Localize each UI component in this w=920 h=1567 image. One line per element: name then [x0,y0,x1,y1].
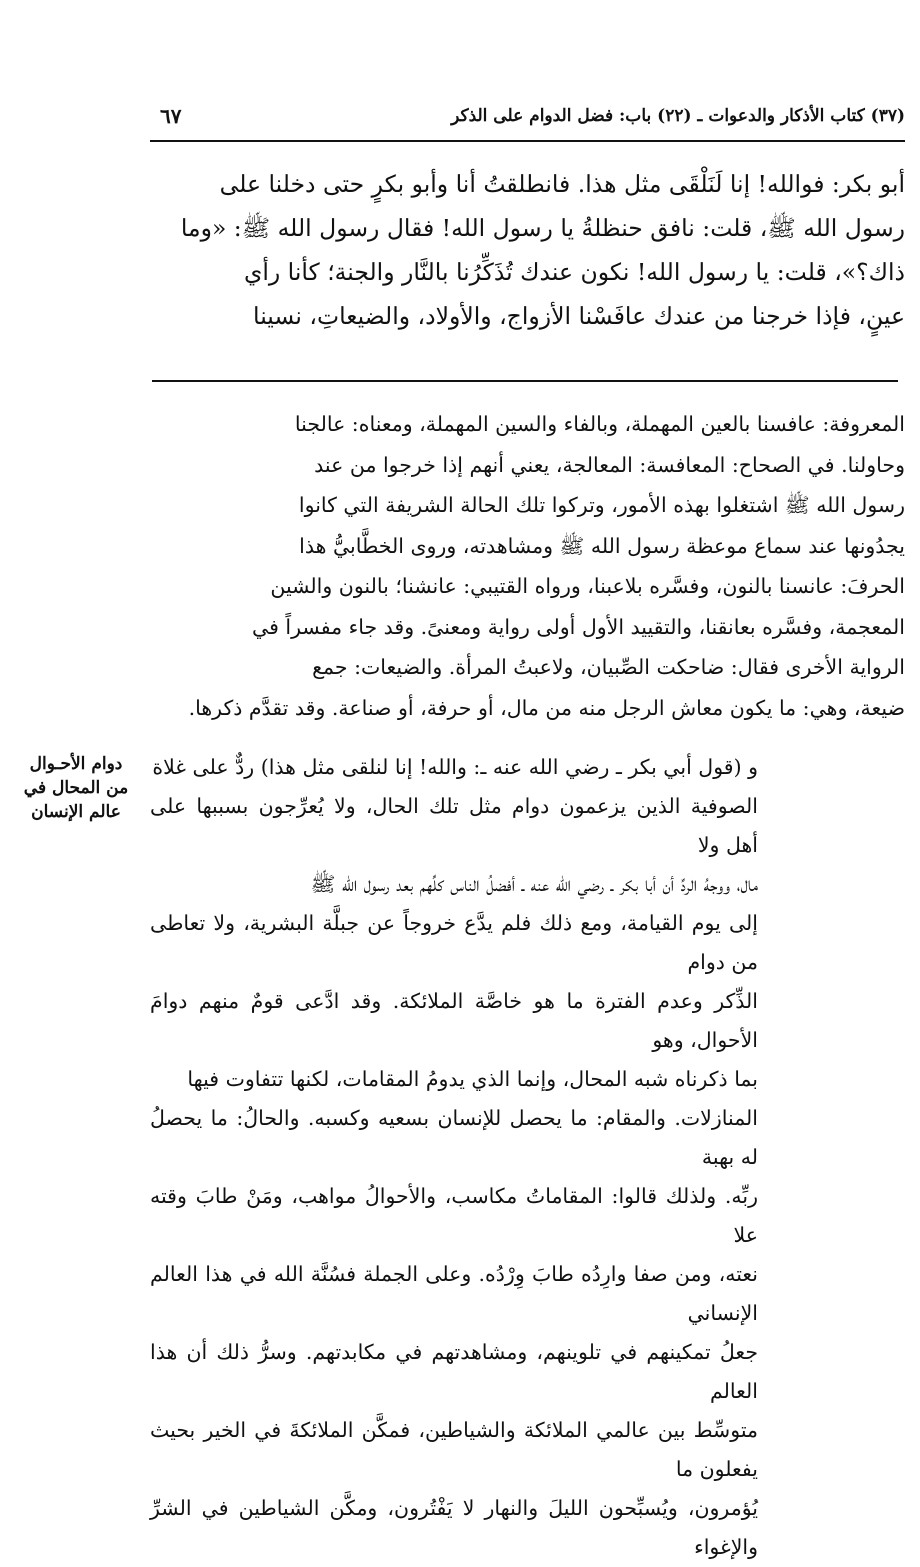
hadith-text: أبو بكر: فوالله! إنا لَنَلْقَى مثل هذا. فانطلقتُ أنا وأبو بكرٍ حتى دخلنا على رسول الله ﷺ، قلت: نافق حنظلةُ يا رسول الله! فقال رسول الله ﷺ: «وما ذاك؟»، قلت: يا رسول الله! نكون عندك تُذَكِّرُنا بالنَّار والجنة؛ كأنا رأي عينٍ، فإذا خرجنا من عندك عافَسْنا الأزواج، والأولاد، والضيعاتِ، نسينا [180,170,905,330]
footnote-divider [152,380,898,382]
page-number: ٦٧ [160,104,182,128]
footnote-text: المعروفة: عافسنا بالعين المهملة، وبالفاء والسين المهملة، ومعناه: عالجنا وحاولنا. في الصحاح: المعافسة: المعالجة، يعني أنهم إذا خرجوا من عند رسول الله ﷺ اشتغلوا بهذه الأمور، وتركوا تلك الحالة الشريفة التي كانوا يجدُونها عند سماع موعظة رسول الله ﷺ ومشاهدته، وروى الخطَّابيُّ هذا الحرفَ: عانسنا بالنون، وفسَّره بلاعبنا، ورواه القتيبي: عانشنا؛ بالنون والشين المعجمة، وفسَّره بعانقنا، والتقييد الأول أولى رواية ومعنىً. وقد جاء مفسراً في الرواية الأخرى فقال: ضاحكت الصِّبيان، ولاعبتُ المرأة. والضيعات: جمع ضيعة، وهي: ما يكون معاش الرجل منه من مال، أو حرفة، أو صناعة. وقد تقدَّم ذكرها. [188,412,905,720]
chapter-title: (٣٧) كتاب الأذكار والدعوات ـ (٢٢) باب: فضل الدوام على الذكر [451,106,905,126]
running-header [150,100,905,142]
margin-heading: دوام الأحـوال من المحال في عالم الإنسان [23,754,129,822]
commentary-text: و (قول أبي بكر ـ رضي الله عنه ـ: والله! إنا لنلقى مثل هذا) ردٌّ على غلاة الصوفية الذين يزعمون دوام مثل تلك الحال، ولا يُعرِّجون بسببها على أهل ولا مال، ووجهُ الردِّ أن أبا بكر ـ رضي الله عنه ـ أفضلُ الناس كلِّهم بعد رسول الله ﷺ إلى يوم القيامة، ومع ذلك فلم يدَّع خروجاً عن جبلَّة البشرية، ولا تعاطى من دوام الذِّكر وعدم الفترة ما هو خاصَّة الملائكة. وقد ادَّعى قومٌ منهم دوامَ الأحوال، وهو بما ذكرناه شبه المحال، وإنما الذي يدومُ المقامات، لكنها تتفاوت فيها المنازلات. والمقام: ما يحصل للإنسان بسعيه وكسبه. والحالُ: ما يحصلُ له بهبة ربِّه. ولذلك قالوا: المقاماتُ مكاسب، والأحوالُ مواهب، ومَنْ طابَ وقته علا نعته، ومن صفا وارِدُه طابَ وِرْدُه. وعلى الجملة فسُنَّة الله في هذا العالم الإنساني جعلُ تمكينهم في تلوينهم، ومشاهدتهم في مكابدتهم. وسرُّ ذلك أن هذا العالم متوسِّط بين عالمي الملائكة والشياطين، فمكَّن الملائكةَ في الخير بحيث يفعلون ما يُؤمرون، ويُسبِّحون الليلَ والنهار لا يَفْتُرون، ومكَّن الشياطين في الشرِّ والإغواء [150,755,758,1559]
